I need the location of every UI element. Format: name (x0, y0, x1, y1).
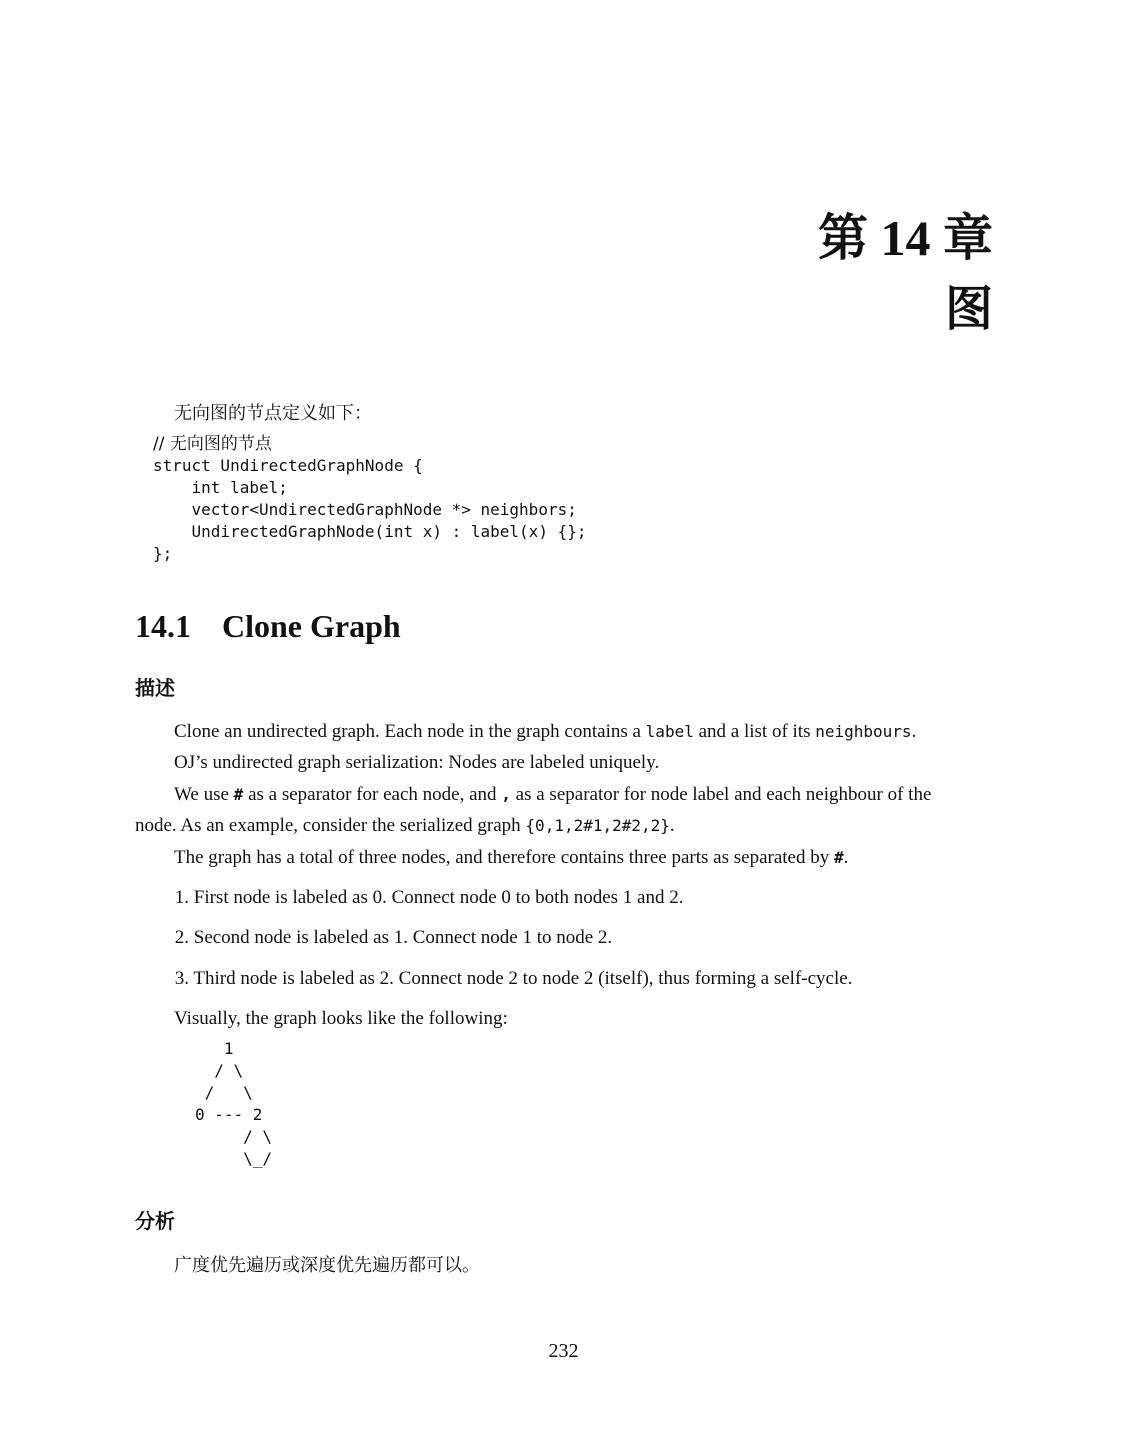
text-run: . (843, 847, 849, 868)
ascii-line: / \ (195, 1061, 244, 1080)
list-marker: 3. (174, 968, 189, 989)
inline-code-comma: , (501, 785, 511, 804)
section-title: Clone Graph (222, 608, 401, 644)
text-run: We use (174, 784, 234, 805)
code-line: vector<UndirectedGraphNode *> neighbors; (153, 500, 577, 519)
ascii-line: \_/ (195, 1149, 273, 1168)
text-run: and a list of its (693, 721, 816, 742)
code-line-comment: // 无向图的节点 (153, 434, 272, 454)
text-run: as a separator for node label and each neighbour of the (510, 784, 932, 805)
list-marker: 1. (174, 887, 189, 908)
description-paragraph-4 (135, 846, 993, 870)
inline-code-hash: # (833, 848, 844, 867)
description-heading: 描述 (135, 676, 175, 700)
page-number: 232 (548, 1340, 579, 1362)
code-line: UndirectedGraphNode(int x) : label(x) {}; (153, 522, 587, 541)
ascii-line: / \ (195, 1083, 253, 1102)
ascii-line: 0 --- 2 (195, 1105, 263, 1124)
text-run: Clone an undirected graph. Each node in the graph contains a (174, 721, 646, 742)
code-line: struct UndirectedGraphNode { (153, 456, 423, 475)
ascii-line: / \ (195, 1127, 273, 1146)
description-paragraph-3-line-1 (135, 783, 993, 807)
code-block (153, 433, 586, 565)
code-line: int label; (153, 478, 288, 497)
text-run: The graph has a total of three nodes, and therefore contains three parts as separated by (174, 847, 834, 868)
section-heading (135, 606, 401, 646)
description-paragraph-3-line-2 (135, 814, 993, 838)
text-run: . (669, 815, 675, 836)
ascii-line: 1 (195, 1039, 234, 1058)
description-paragraph-1 (135, 720, 993, 744)
list-marker: 2. (174, 927, 189, 948)
chapter-title: 图 (944, 283, 993, 336)
description-paragraph-5: Visually, the graph looks like the following: (174, 1008, 508, 1029)
list-text: Second node is labeled as 1. Connect node 1 to node 2. (193, 927, 613, 948)
text-run: as a separator for each node, and (243, 784, 502, 805)
inline-code-serialized-graph: {0,1,2#1,2#2,2} (525, 816, 670, 835)
list-text: First node is labeled as 0. Connect node 0 to both nodes 1 and 2. (193, 887, 684, 908)
analysis-text: 广度优先遍历或深度优先遍历都可以。 (174, 1255, 480, 1276)
section-number: 14.1 (135, 608, 191, 644)
inline-code-hash: # (233, 785, 244, 804)
text-run: . (911, 721, 917, 742)
chapter-number: 第 14 章 (818, 210, 993, 266)
code-line: }; (153, 544, 173, 563)
ascii-graph (195, 1038, 272, 1170)
text-run: node. As an example, consider the serialized graph (135, 815, 526, 836)
list-item (135, 926, 612, 950)
list-item (135, 967, 852, 991)
description-paragraph-2: OJ’s undirected graph serialization: Nodes are labeled uniquely. (174, 752, 660, 773)
inline-code-label: label (645, 722, 694, 741)
analysis-heading: 分析 (135, 1209, 175, 1233)
list-item (135, 886, 683, 910)
inline-code-neighbours: neighbours (815, 722, 912, 741)
list-text: Third node is labeled as 2. Connect node 2 to node 2 (itself), thus forming a self-cycle. (193, 968, 853, 989)
intro-text: 无向图的节点定义如下： (174, 403, 372, 424)
